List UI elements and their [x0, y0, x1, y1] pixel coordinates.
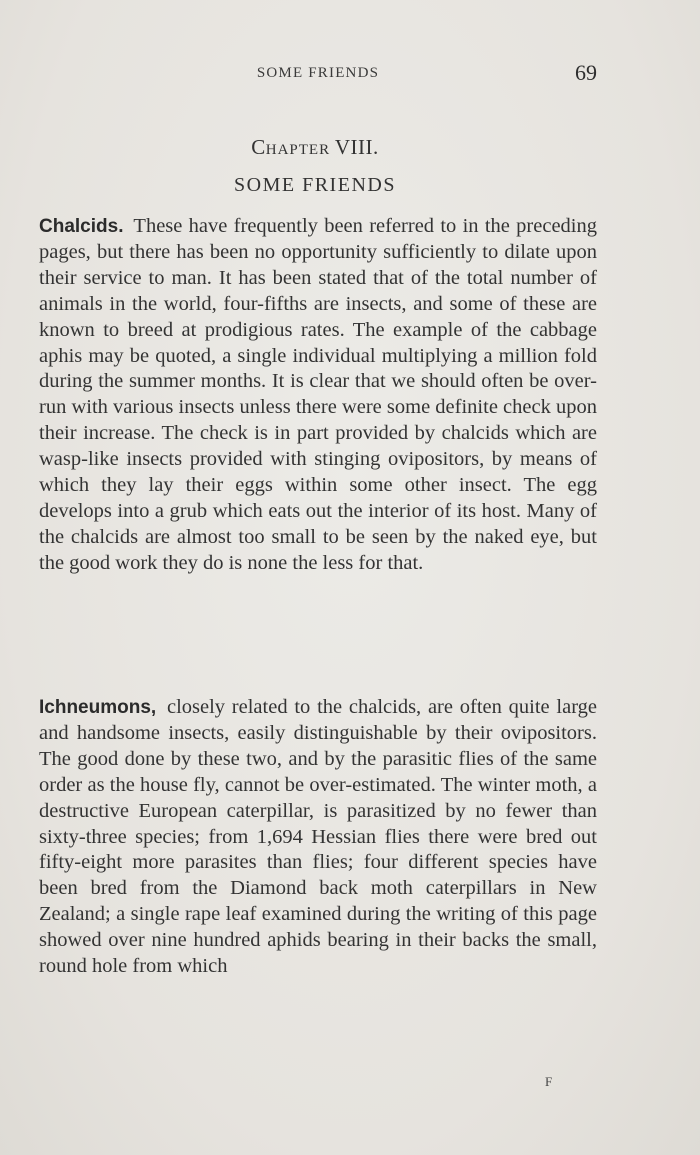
running-head [0, 62, 700, 86]
paragraph-chalcids [39, 214, 597, 577]
chapter-title: SOME FRIENDS [234, 174, 396, 196]
page-number: 69 [575, 60, 597, 85]
running-title: SOME FRIENDS [256, 65, 380, 81]
chapter-label: CHAPTER [251, 135, 335, 159]
chapter-number: VIII. [334, 135, 379, 159]
paragraph-lead: Chalcids. [39, 216, 124, 237]
paragraph-ichneumons [39, 695, 597, 980]
paragraph-text: These have frequently been referred to in the preceding pages, but there has been no opportunity sufficiently to dilate upon their service to man. It has been stated that of the total number of animals in the world, four-fifths are insects, and some of these are known to breed at prodigious rates. The example of the cabbage aphis may be quoted, a single individual multiplying a million fold during the summer months. It is clear that we should often be over-run with various insects unless there were some definite check upon their increase. The check is in part provided by chalcids which are wasp-like insects provided with stinging ovipositors, by means of which they lay their eggs within some other insect. The egg develops into a grub which eats out the interior of its host. Many of the chalcids are almost too small to be seen by the naked eye, but the good work they do is none the less for that. [39, 215, 597, 574]
chapter-heading [0, 135, 630, 160]
paragraph-text: closely related to the chalcids, are often quite large and handsome insects, easily distinguishable by their ovipositors. The good done by these two, and by the parasitic flies of the same order as the house fly, cannot be over-estimated. The winter moth, a destructive European caterpillar, is parasitized by no fewer than sixty-three species; from 1,694 Hessian flies there were bred out fifty-eight more parasites than flies; four different species have been bred from the Diamond back moth caterpillars in New Zealand; a single rape leaf examined during the writing of this page showed over nine hundred aphids bearing in their backs the small, round hole from which [39, 696, 597, 978]
signature-mark: F [545, 1074, 553, 1089]
paragraph-lead: Ichneumons, [39, 697, 157, 718]
